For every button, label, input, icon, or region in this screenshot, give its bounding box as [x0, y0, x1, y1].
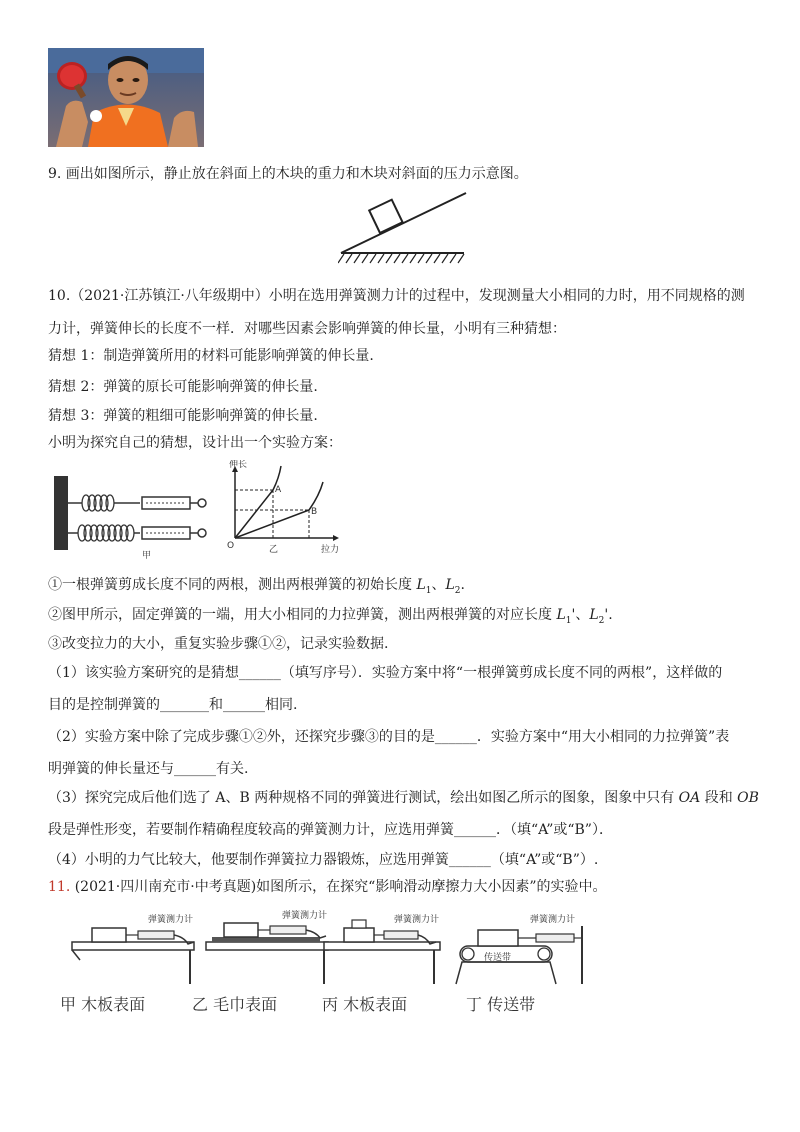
caption-yi: 乙 毛巾表面: [192, 995, 278, 1014]
question-11-text: 11. (2021·四川南充市·中考真题)如图所示，在探究“影响滑动摩擦力大小因素”的实验中。: [48, 879, 607, 895]
friction-experiment-figures: [60, 908, 600, 992]
step-3: ③改变拉力的大小，重复实验步骤①②，记录实验数据.: [48, 636, 389, 652]
caption-ding: 丁 传送带: [466, 995, 536, 1014]
figure-jia-label: 甲: [142, 551, 152, 560]
incline-diagram: [338, 188, 474, 272]
belt-label: 传送带: [484, 953, 512, 963]
graph-point-b: B: [311, 507, 318, 517]
figure-yi-label: 乙: [269, 545, 279, 555]
caption-jia: 甲 木板表面: [60, 995, 146, 1014]
step-1: ①一根弹簧剪成长度不同的两根，测出两根弹簧的初始长度 $L_1$、$L_2$.: [48, 577, 465, 596]
question-10-line1: 10.（2021·江苏镇江·八年级期中）小明在选用弹簧测力计的过程中，发现测量大小相同的力时，用不同规格的测: [48, 288, 745, 304]
graph-origin: O: [227, 541, 235, 551]
setup-bing: [324, 913, 440, 984]
part-3-line1: （3）探究完成后他们选了 A、B 两种规格不同的弹簧进行测试，绘出如图乙所示的图象，图象中只有 OA 段和 OB: [48, 790, 759, 806]
part-1-line1: （1）该实验方案研究的是猜想______（填写序号）．实验方案中将“一根弹簧剪成长度不同的两根”，这样做的: [48, 665, 723, 681]
table-tennis-photo: [48, 48, 204, 147]
meter-label-1: 弹簧测力计: [148, 915, 194, 925]
graph-x-label: 拉力: [321, 545, 340, 555]
part-1-line2: 目的是控制弹簧的_______和______相同.: [48, 697, 298, 713]
guess-3: 猜想 3：弹簧的粗细可能影响弹簧的伸长量.: [48, 408, 318, 424]
question-9-text: 9. 画出如图所示，静止放在斜面上的木块的重力和木块对斜面的压力示意图。: [48, 166, 528, 182]
caption-bing: 丙 木板表面: [322, 995, 408, 1014]
part-2-line1: （2）实验方案中除了完成步骤①②外，还探究步骤③的目的是______．实验方案中“用大小相同的力拉弹簧”表: [48, 729, 730, 745]
step-2: ②图甲所示，固定弹簧的一端，用大小相同的力拉弹簧，测出两根弹簧的对应长度 $L_1'$、$L_2'$.: [48, 607, 613, 626]
meter-label-3: 弹簧测力计: [394, 915, 440, 925]
meter-label-4: 弹簧测力计: [530, 915, 576, 925]
meter-label-2: 弹簧测力计: [282, 911, 328, 921]
part-2-line2: 明弹簧的伸长量还与______有关.: [48, 761, 249, 777]
graph-point-a: A: [275, 485, 282, 495]
setup-jia: [72, 913, 194, 984]
spring-setup-diagram: [50, 468, 220, 564]
plan-intro: 小明为探究自己的猜想，设计出一个实验方案：: [48, 435, 342, 451]
graph-y-label: 伸长: [229, 460, 248, 470]
guess-2: 猜想 2：弹簧的原长可能影响弹簧的伸长量.: [48, 379, 318, 395]
part-3-line2: 段是弹性形变，若要制作精确程度较高的弹簧测力计，应选用弹簧______．（填“A”或“B”）．: [48, 822, 613, 838]
guess-1: 猜想 1：制造弹簧所用的材料可能影响弹簧的伸长量.: [48, 348, 374, 364]
extension-force-graph: [225, 460, 340, 559]
setup-ding: [456, 913, 582, 984]
setup-yi: [206, 909, 328, 984]
part-4: （4）小明的力气比较大，他要制作弹簧拉力器锻炼，应选用弹簧______（填“A”或“B”）.: [48, 852, 599, 868]
question-10-line2: 力计，弹簧伸长的长度不一样．对哪些因素会影响弹簧的伸长量，小明有三种猜想：: [48, 321, 566, 337]
